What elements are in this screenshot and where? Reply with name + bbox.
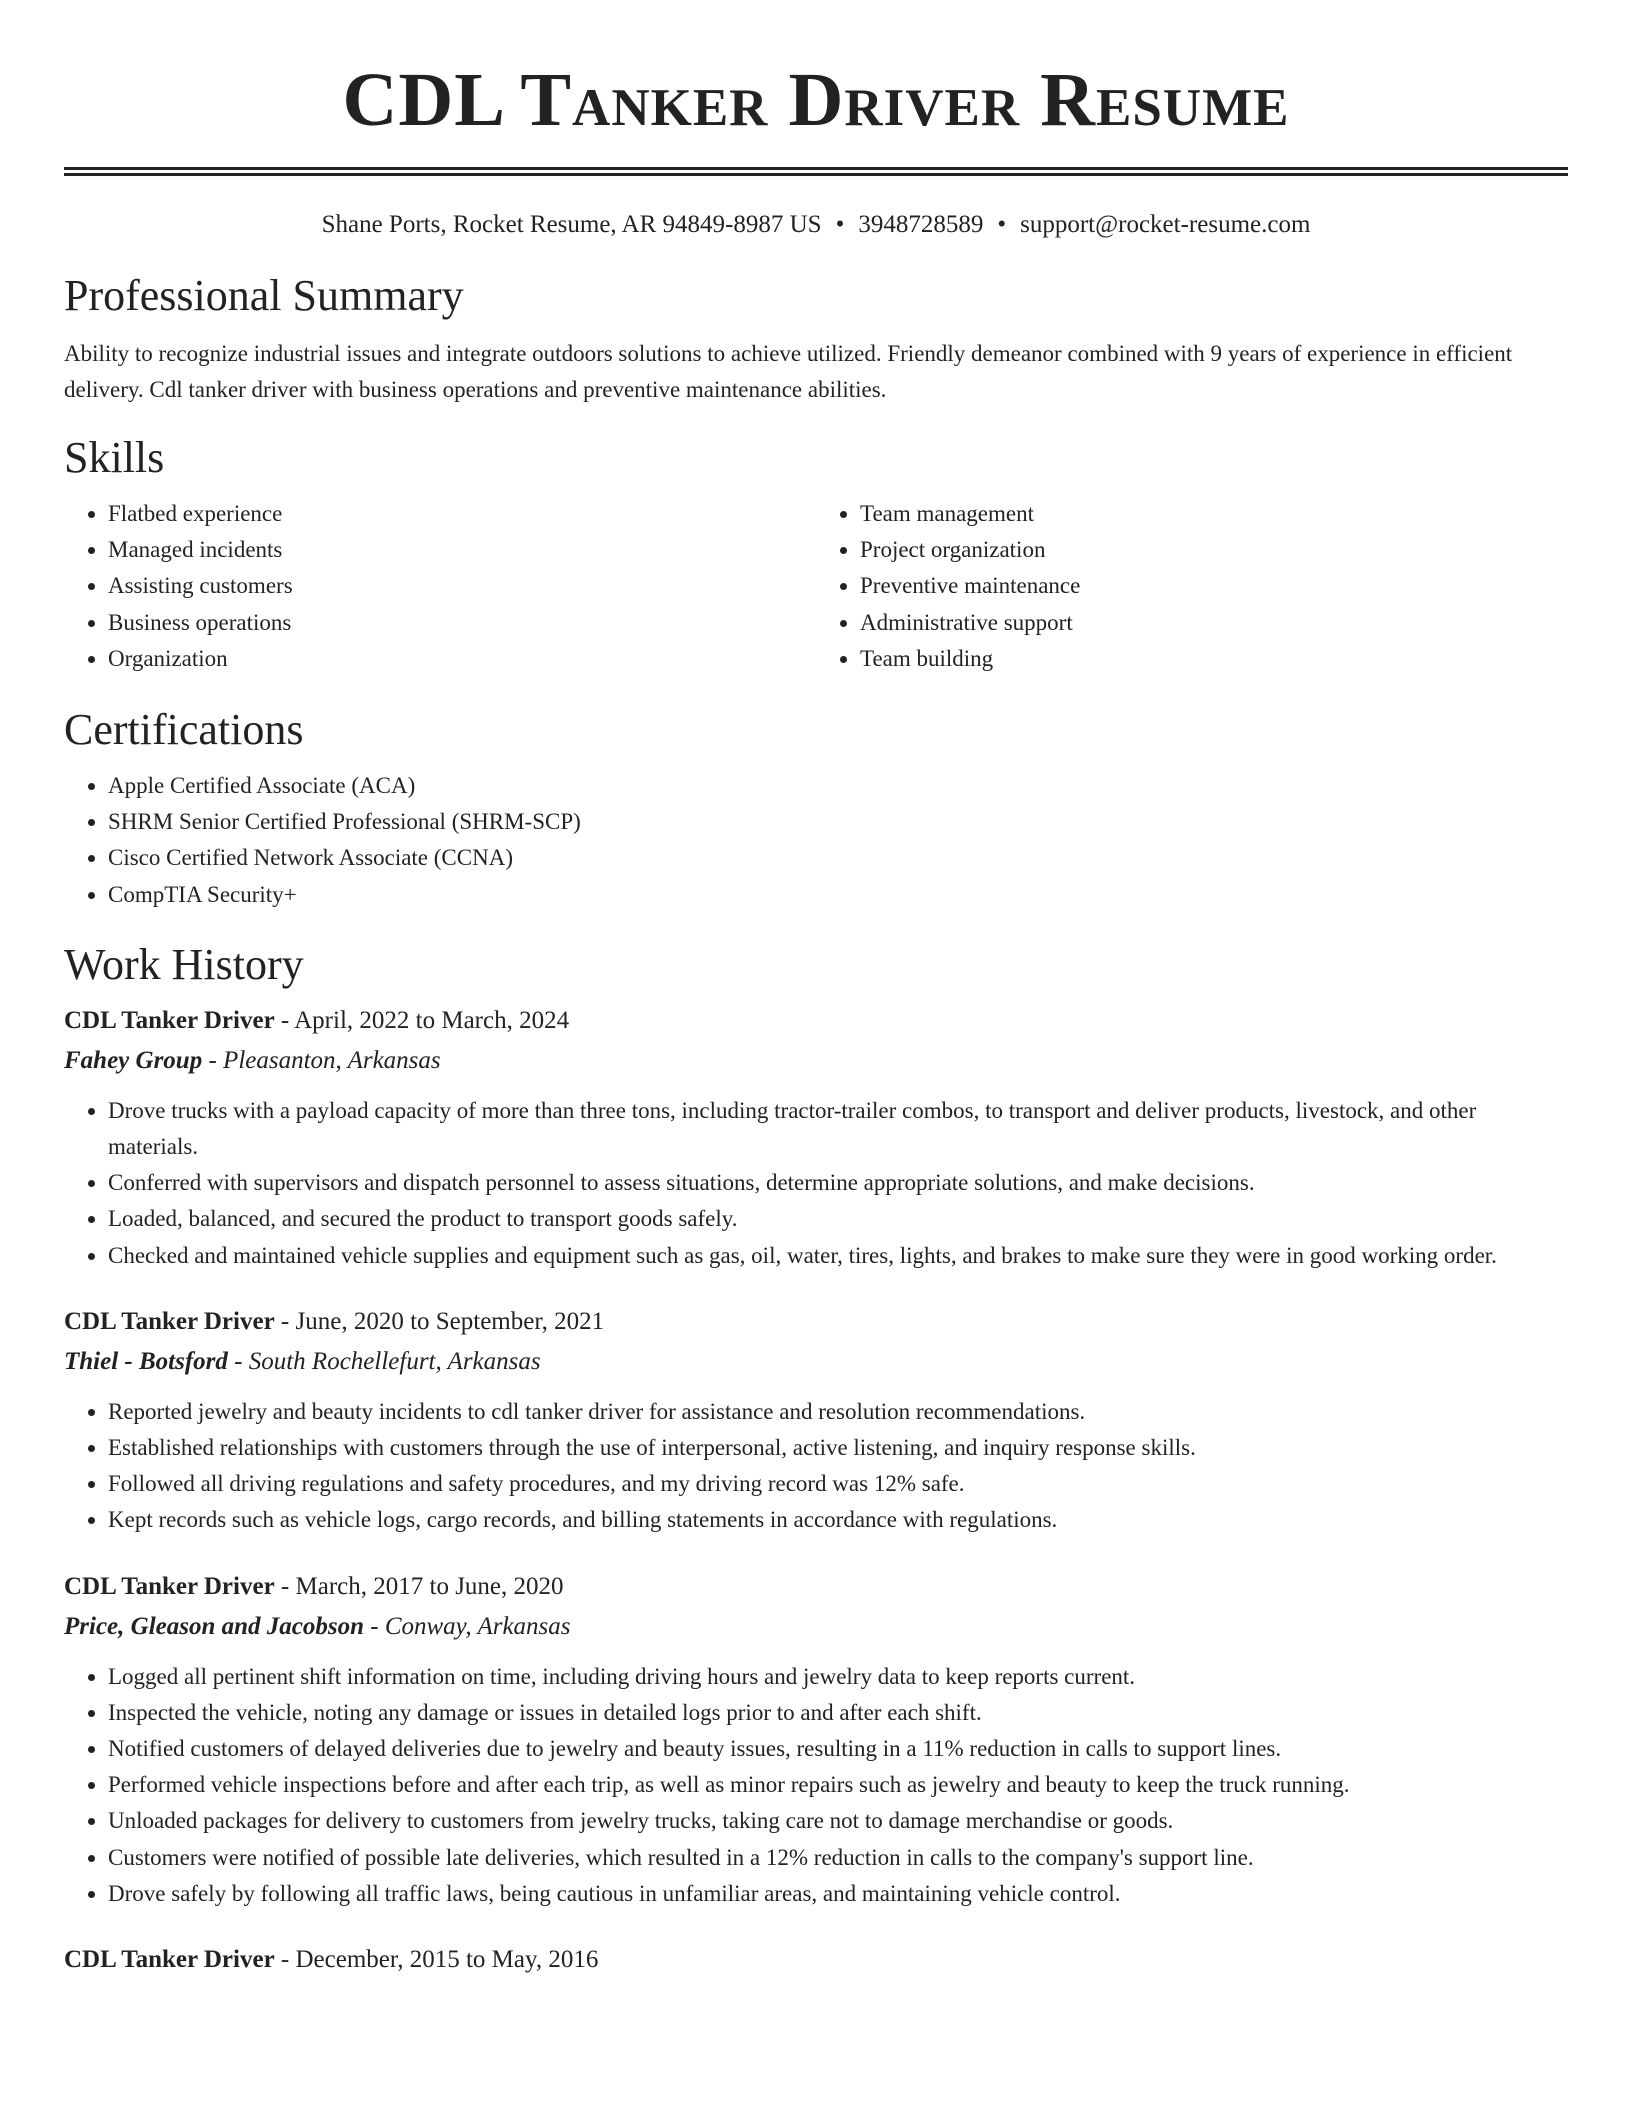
certification-item: • Cisco Certified Network Associate (CCNA) [108, 840, 1568, 876]
title-divider [64, 167, 1568, 176]
job-header [64, 1940, 1568, 1980]
job-title: CDL Tanker Driver [64, 1307, 275, 1335]
contact-separator: • [997, 211, 1007, 238]
resume-page [64, 0, 1568, 1980]
job-location: - South Rochellefurt, Arkansas [227, 1347, 541, 1375]
contact-line [64, 210, 1568, 240]
job-dates: - March, 2017 to June, 2020 [274, 1572, 564, 1600]
certification-item: • Apple Certified Associate (ACA) [108, 768, 1568, 804]
job-entry [64, 1940, 1568, 1980]
duty-item: • Followed all driving regulations and safety procedures, and my driving record was 12% safe. [108, 1466, 1568, 1502]
duty-item: • Performed vehicle inspections before and after each trip, as well as minor repairs such as jewelry and beauty to keep the truck running. [108, 1767, 1568, 1803]
contact-phone: 3948728589 [858, 211, 984, 238]
skill-item: • Project organization [860, 532, 1568, 568]
duty-item: • Customers were notified of possible late deliveries, which resulted in a 12% reduction in calls to the company's support line. [108, 1840, 1568, 1876]
skill-item: • Flatbed experience [108, 496, 816, 532]
job-employer [64, 1342, 1568, 1382]
job-title: CDL Tanker Driver [64, 1572, 275, 1600]
skills-columns [64, 496, 1568, 677]
duty-item: • Notified customers of delayed deliveries due to jewelry and beauty issues, resulting in a 11% reduction in calls to support lines. [108, 1731, 1568, 1767]
company-name: Fahey Group [64, 1046, 203, 1074]
duty-item: • Checked and maintained vehicle supplies and equipment such as gas, oil, water, tires, lights, and brakes to make sure they were in good working order. [108, 1238, 1568, 1274]
skill-item: • Team building [860, 641, 1568, 677]
skill-item: • Business operations [108, 605, 816, 641]
contact-email: support@rocket-resume.com [1020, 211, 1311, 238]
job-header [64, 1001, 1568, 1041]
certification-item: • SHRM Senior Certified Professional (SHRM-SCP) [108, 804, 1568, 840]
skill-item: • Assisting customers [108, 568, 816, 604]
resume-title: CDL Tanker Driver Resume [342, 58, 1290, 142]
skills-list-left [64, 496, 816, 677]
contact-separator: • [835, 211, 845, 238]
duty-item: • Loaded, balanced, and secured the product to transport goods safely. [108, 1201, 1568, 1237]
skills-heading: Skills [64, 433, 165, 482]
certification-item: • CompTIA Security+ [108, 877, 1568, 913]
duty-item: • Kept records such as vehicle logs, cargo records, and billing statements in accordance with regulations. [108, 1502, 1568, 1538]
duty-item: • Conferred with supervisors and dispatch personnel to assess situations, determine appropriate solutions, and make decisions. [108, 1165, 1568, 1201]
job-duties [64, 1659, 1568, 1912]
contact-address: Shane Ports, Rocket Resume, AR 94849-8987 US [321, 211, 822, 238]
duty-item: • Drove trucks with a payload capacity of more than three tons, including tractor-trailer combos, to transport and deliver products, livestock, and other materials. [108, 1093, 1568, 1165]
job-title: CDL Tanker Driver [64, 1946, 275, 1974]
certifications-heading: Certifications [64, 705, 304, 755]
duty-item: • Inspected the vehicle, noting any damage or issues in detailed logs prior to and after each shift. [108, 1695, 1568, 1731]
skill-item: • Organization [108, 641, 816, 677]
skills-list-right [816, 496, 1568, 677]
job-employer [64, 1607, 1568, 1647]
summary-heading: Professional Summary [64, 271, 464, 320]
duty-item: • Drove safely by following all traffic laws, being cautious in unfamiliar areas, and maintaining vehicle control. [108, 1876, 1568, 1912]
certifications-list [64, 768, 1568, 913]
job-header [64, 1302, 1568, 1342]
duty-item: • Logged all pertinent shift information on time, including driving hours and jewelry data to keep reports current. [108, 1659, 1568, 1695]
job-employer [64, 1041, 1568, 1081]
company-name: Price, Gleason and Jacobson [64, 1612, 364, 1640]
job-duties [64, 1093, 1568, 1274]
skill-item: • Team management [860, 496, 1568, 532]
summary-text: Ability to recognize industrial issues and integrate outdoors solutions to achieve utilized. Friendly demeanor combined with 9 years of experience in efficient delivery. Cdl tanker driver with business operations and preventive maintenance abilities. [64, 341, 1513, 402]
skill-item: • Preventive maintenance [860, 568, 1568, 604]
job-location: - Pleasanton, Arkansas [202, 1046, 441, 1074]
job-entry [64, 1001, 1568, 1274]
duty-item: • Unloaded packages for delivery to customers from jewelry trucks, taking care not to damage merchandise or goods. [108, 1803, 1568, 1839]
job-dates: - June, 2020 to September, 2021 [274, 1307, 605, 1335]
job-dates: - April, 2022 to March, 2024 [274, 1006, 570, 1034]
skill-item: • Managed incidents [108, 532, 816, 568]
job-dates: - December, 2015 to May, 2016 [274, 1946, 599, 1974]
skill-item: • Administrative support [860, 605, 1568, 641]
job-duties [64, 1394, 1568, 1539]
duty-item: • Reported jewelry and beauty incidents to cdl tanker driver for assistance and resolution recommendations. [108, 1394, 1568, 1430]
duty-item: • Established relationships with customers through the use of interpersonal, active listening, and inquiry response skills. [108, 1430, 1568, 1466]
job-entry [64, 1302, 1568, 1539]
job-location: - Conway, Arkansas [364, 1612, 571, 1640]
work-history-heading: Work History [64, 939, 304, 989]
job-header [64, 1567, 1568, 1607]
job-title: CDL Tanker Driver [64, 1006, 275, 1034]
job-entry [64, 1567, 1568, 1912]
company-name: Thiel - Botsford [64, 1347, 228, 1375]
